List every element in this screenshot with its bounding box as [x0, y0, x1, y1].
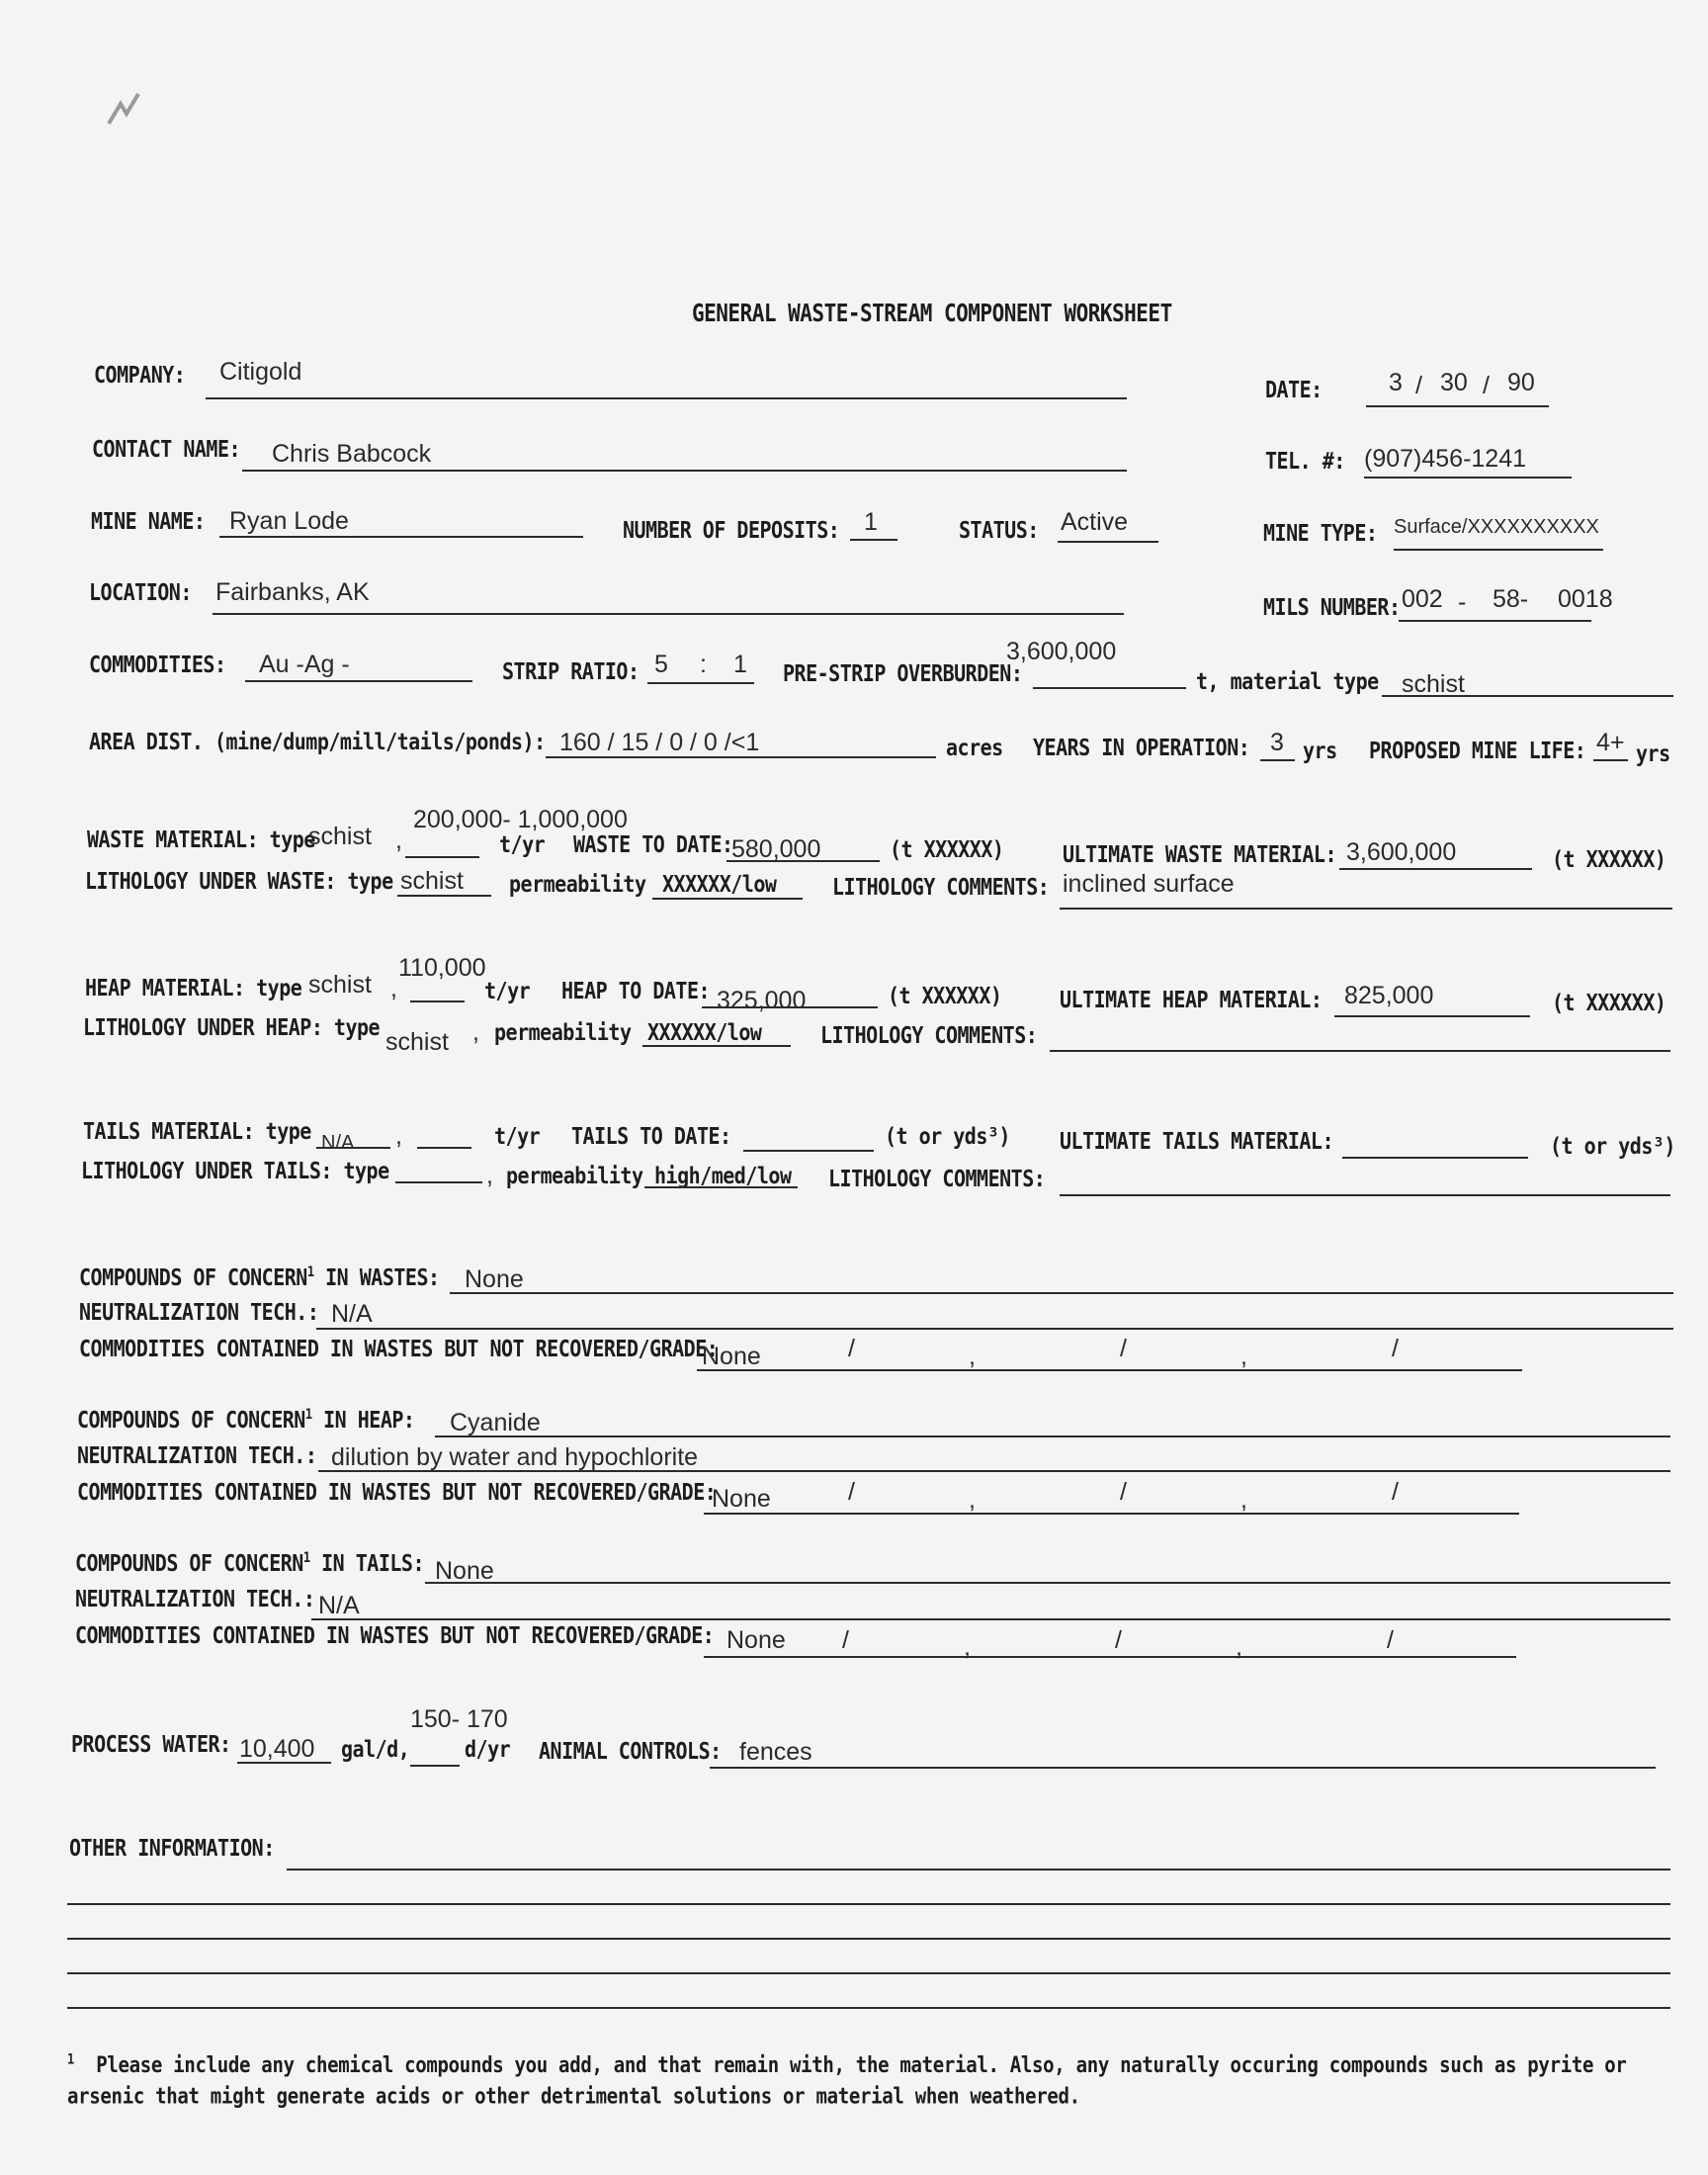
company-label: COMPANY: [94, 361, 186, 389]
mils-label: MILS NUMBER: [1263, 593, 1401, 621]
neutral-tails-value: N/A [318, 1592, 360, 1619]
lith-tails-label: LITHOLOGY UNDER TAILS: type [81, 1157, 389, 1184]
material-type-line [1382, 695, 1673, 697]
location-value: Fairbanks, AK [215, 578, 370, 606]
contact-line [242, 470, 1127, 472]
waste-rate-unit: t/yr [499, 830, 546, 858]
ult-waste-units: (t XXXXXX) [1552, 845, 1666, 873]
mine-name-label: MINE NAME: [91, 507, 206, 535]
commod-wastes-sep-4: , [1240, 1343, 1247, 1370]
lith-waste-label: LITHOLOGY UNDER WASTE: type [85, 867, 393, 895]
commod-heap-sep-1: / [848, 1478, 855, 1506]
lith-heap-type-value: schist [385, 1028, 449, 1056]
waste-units: (t XXXXXX) [890, 835, 1004, 863]
commodities-value: Au -Ag - [259, 651, 350, 678]
commod-wastes-line [697, 1369, 1522, 1371]
coc-wastes-value: None [465, 1265, 524, 1293]
lith-waste-type-line [397, 895, 491, 897]
commod-tails-line [704, 1656, 1516, 1658]
waste-type-label: WASTE MATERIAL: type [87, 826, 315, 853]
lith-waste-perm-line [652, 898, 803, 900]
commod-heap-sep-2: , [969, 1486, 976, 1514]
process-days-value: 150- 170 [410, 1705, 508, 1733]
mine-name-value: Ryan Lode [229, 507, 349, 535]
ult-tails-units: (t or yds³) [1550, 1132, 1675, 1160]
lith-tails-comments-line [1060, 1194, 1670, 1196]
coc-heap-value: Cyanide [450, 1409, 541, 1436]
ult-heap-label: ULTIMATE HEAP MATERIAL: [1060, 986, 1323, 1013]
acres-label: acres [946, 734, 1003, 761]
contact-value: Chris Babcock [272, 440, 432, 468]
neutral-tails-label: NEUTRALIZATION TECH.: [75, 1585, 315, 1612]
tel-line [1364, 477, 1572, 478]
years-op-unit: yrs [1303, 737, 1337, 764]
lith-tails-perm-label: permeability [506, 1162, 643, 1189]
coc-tails-line [425, 1582, 1670, 1584]
commod-tails-sep-2: , [964, 1633, 971, 1661]
commod-heap-sep-4: , [1240, 1486, 1247, 1514]
tel-label: TEL. #: [1265, 447, 1345, 475]
lith-tails-perm-value: high/med/low [654, 1162, 792, 1189]
mils-part-2: 58- [1493, 585, 1529, 613]
waste-to-date-value: 580,000 [731, 835, 821, 863]
mine-name-line [219, 536, 583, 538]
proposed-life-label: PROPOSED MINE LIFE: [1369, 737, 1586, 764]
heap-rate-unit: t/yr [484, 977, 531, 1004]
date-day: 30 [1440, 369, 1468, 396]
years-op-value: 3 [1270, 729, 1284, 756]
commod-tails-sep-4: , [1236, 1633, 1242, 1661]
date-label: DATE: [1265, 376, 1323, 403]
neutral-heap-label: NEUTRALIZATION TECH.: [77, 1441, 317, 1469]
lith-heap-perm-label: permeability [494, 1018, 632, 1046]
process-water-label: PROCESS WATER: [71, 1730, 231, 1758]
commod-wastes-sep-2: , [969, 1343, 976, 1370]
mine-type-value: Surface/XXXXXXXXXX [1394, 516, 1599, 538]
neutral-wastes-label: NEUTRALIZATION TECH.: [79, 1298, 319, 1326]
form-title: GENERAL WASTE-STREAM COMPONENT WORKSHEET [692, 299, 1172, 327]
neutral-wastes-line [316, 1328, 1673, 1330]
ult-waste-label: ULTIMATE WASTE MATERIAL: [1063, 840, 1336, 868]
heap-to-date-line [702, 1006, 878, 1008]
mils-line [1399, 620, 1591, 622]
mils-part-1: 002 [1402, 585, 1443, 613]
commod-tails-label: COMMODITIES CONTAINED IN WASTES BUT NOT RECOVERED/GRADE: [75, 1621, 715, 1649]
proposed-life-line [1593, 759, 1628, 761]
process-days-line [410, 1765, 460, 1767]
location-label: LOCATION: [89, 578, 192, 606]
commodities-label: COMMODITIES: [89, 651, 226, 678]
status-line [1058, 541, 1158, 543]
lith-tails-type-line [395, 1181, 482, 1183]
stamp-mark-icon [99, 84, 158, 143]
lith-waste-comments-value: inclined surface [1063, 870, 1235, 898]
coc-heap-line [435, 1436, 1670, 1437]
mine-type-label: MINE TYPE: [1263, 519, 1378, 547]
waste-rate-line [405, 856, 479, 858]
proposed-life-value: 4+ [1596, 729, 1625, 756]
lith-heap-perm-value: XXXXXX/low [647, 1018, 762, 1046]
commod-heap-sep-3: / [1120, 1478, 1127, 1506]
ult-tails-label: ULTIMATE TAILS MATERIAL: [1060, 1127, 1333, 1155]
num-deposits-value: 1 [864, 508, 878, 536]
waste-rate-value: 200,000- 1,000,000 [413, 806, 628, 833]
heap-rate-value: 110,000 [398, 954, 486, 982]
heap-to-date-value: 325,000 [717, 987, 807, 1014]
coc-wastes-line [450, 1292, 1673, 1294]
tails-type-comma: , [395, 1122, 402, 1150]
lith-heap-type-comma: , [472, 1018, 479, 1046]
num-deposits-label: NUMBER OF DEPOSITS: [623, 516, 840, 544]
mils-part-3: 0018 [1558, 585, 1613, 613]
lith-waste-perm-value: XXXXXX/low [662, 870, 777, 898]
date-line [1366, 405, 1549, 407]
tails-rate-line [417, 1147, 471, 1149]
date-sep-2: / [1483, 372, 1490, 399]
waste-to-date-line [726, 860, 880, 862]
lith-heap-comments-line [1050, 1050, 1670, 1052]
date-month: 3 [1389, 369, 1403, 396]
process-days-unit: d/yr [465, 1735, 511, 1763]
status-label: STATUS: [959, 516, 1039, 544]
area-dist-value: 160 / 15 / 0 / 0 /<1 [559, 729, 760, 756]
neutral-heap-line [318, 1470, 1670, 1472]
tails-units: (t or yds³) [885, 1122, 1010, 1150]
ult-heap-units: (t XXXXXX) [1552, 989, 1666, 1016]
lith-tails-type-comma: , [486, 1162, 493, 1189]
commod-heap-line [704, 1513, 1519, 1515]
pre-strip-value: 3,600,000 [1006, 638, 1117, 665]
date-sep-1: / [1415, 372, 1422, 399]
company-line [206, 397, 1127, 399]
animal-line [710, 1767, 1656, 1769]
ult-heap-value: 825,000 [1344, 982, 1434, 1009]
neutral-wastes-value: N/A [331, 1300, 373, 1328]
ult-waste-line [1339, 868, 1532, 870]
pre-strip-line [1033, 687, 1186, 689]
material-type-value: schist [1402, 670, 1465, 698]
years-op-line [1260, 759, 1295, 761]
other-info-line-2 [67, 1903, 1670, 1905]
lith-waste-type-value: schist [400, 867, 464, 895]
commod-wastes-sep-3: / [1120, 1335, 1127, 1362]
tel-value: (907)456-1241 [1364, 445, 1527, 473]
lith-tails-perm-line [644, 1186, 798, 1188]
strip-ratio-a: 5 [654, 651, 668, 678]
strip-ratio-b: 1 [733, 651, 747, 678]
lith-waste-comments-line [1060, 908, 1672, 910]
strip-ratio-label: STRIP RATIO: [502, 657, 640, 685]
mils-dash: - [1458, 588, 1467, 616]
coc-wastes-label: COMPOUNDS OF CONCERN$^1$ IN WASTES: [79, 1263, 440, 1291]
lith-waste-perm-label: permeability [509, 870, 646, 898]
commodities-line [245, 680, 472, 682]
area-dist-label: AREA DIST. (mine/dump/mill/tails/ponds): [89, 728, 546, 755]
tails-type-line [316, 1147, 390, 1149]
commod-heap-value: None [712, 1485, 771, 1513]
waste-type-comma: , [395, 826, 402, 854]
commod-tails-value: None [726, 1626, 786, 1654]
strip-ratio-line [647, 682, 754, 684]
lith-tails-comments-label: LITHOLOGY COMMENTS: [828, 1165, 1046, 1192]
material-type-label: t, material type [1196, 667, 1379, 695]
coc-tails-label: COMPOUNDS OF CONCERN$^1$ IN TAILS: [75, 1549, 424, 1577]
lith-waste-comments-label: LITHOLOGY COMMENTS: [832, 873, 1050, 901]
area-dist-line [546, 756, 936, 758]
tails-to-date-label: TAILS TO DATE: [571, 1122, 731, 1150]
tails-type-value: N/A [321, 1132, 355, 1154]
other-info-label: OTHER INFORMATION: [69, 1834, 275, 1862]
years-op-label: YEARS IN OPERATION: [1033, 734, 1250, 761]
commod-heap-sep-5: / [1392, 1478, 1399, 1506]
footnote-line-1: $^1$ Please include any chemical compounds you add, and that remain with, the material. Also, any naturally occuring compounds such as pyrite or [67, 2051, 1627, 2078]
contact-label: CONTACT NAME: [92, 435, 241, 463]
status-value: Active [1061, 508, 1129, 536]
tails-type-label: TAILS MATERIAL: type [83, 1117, 311, 1145]
date-year: 90 [1507, 369, 1535, 396]
pre-strip-label: PRE-STRIP OVERBURDEN: [783, 659, 1023, 687]
commod-wastes-sep-5: / [1392, 1335, 1399, 1362]
ult-waste-value: 3,600,000 [1346, 838, 1457, 866]
waste-type-value: schist [308, 823, 372, 850]
commod-tails-sep-1: / [842, 1626, 849, 1654]
animal-label: ANIMAL CONTROLS: [539, 1737, 722, 1765]
coc-heap-label: COMPOUNDS OF CONCERN$^1$ IN HEAP: [77, 1406, 415, 1434]
commod-tails-sep-3: / [1115, 1626, 1122, 1654]
mine-type-line [1394, 549, 1603, 551]
ult-tails-line [1342, 1157, 1528, 1159]
strip-ratio-colon: : [700, 651, 707, 678]
ult-heap-line [1334, 1015, 1530, 1017]
lith-heap-comments-label: LITHOLOGY COMMENTS: [820, 1021, 1038, 1049]
footnote-line-2: arsenic that might generate acids or other detrimental solutions or material when weathered. [67, 2084, 1080, 2110]
location-line [213, 613, 1124, 615]
heap-to-date-label: HEAP TO DATE: [561, 977, 711, 1004]
commod-wastes-label: COMMODITIES CONTAINED IN WASTES BUT NOT RECOVERED/GRADE: [79, 1335, 719, 1362]
process-water-line [237, 1762, 331, 1764]
num-deposits-line [850, 539, 897, 541]
neutral-heap-value: dilution by water and hypochlorite [331, 1443, 699, 1471]
company-value: Citigold [219, 358, 302, 386]
commod-wastes-value: None [702, 1343, 761, 1370]
heap-type-label: HEAP MATERIAL: type [85, 974, 302, 1001]
other-info-line-5 [67, 2007, 1670, 2009]
other-info-line-1 [287, 1869, 1670, 1870]
waste-to-date-label: WASTE TO DATE: [573, 830, 733, 858]
proposed-life-unit: yrs [1636, 740, 1670, 767]
heap-units: (t XXXXXX) [888, 982, 1002, 1009]
process-water-unit: gal/d, [341, 1735, 410, 1763]
tails-rate-unit: t/yr [494, 1122, 541, 1150]
lith-heap-perm-line [642, 1045, 791, 1047]
tails-to-date-line [743, 1150, 874, 1152]
heap-type-comma: , [390, 975, 397, 1002]
coc-tails-value: None [435, 1557, 494, 1585]
other-info-line-3 [67, 1938, 1670, 1940]
commod-tails-sep-5: / [1387, 1626, 1394, 1654]
lith-heap-label: LITHOLOGY UNDER HEAP: type [83, 1013, 381, 1041]
heap-rate-line [410, 1000, 465, 1002]
other-info-line-4 [67, 1972, 1670, 1974]
commod-wastes-sep-1: / [848, 1335, 855, 1362]
neutral-tails-line [311, 1618, 1670, 1620]
heap-type-value: schist [308, 971, 372, 999]
animal-value: fences [739, 1738, 812, 1766]
commod-heap-label: COMMODITIES CONTAINED IN WASTES BUT NOT RECOVERED/GRADE: [77, 1478, 717, 1506]
process-water-value: 10,400 [239, 1735, 315, 1763]
